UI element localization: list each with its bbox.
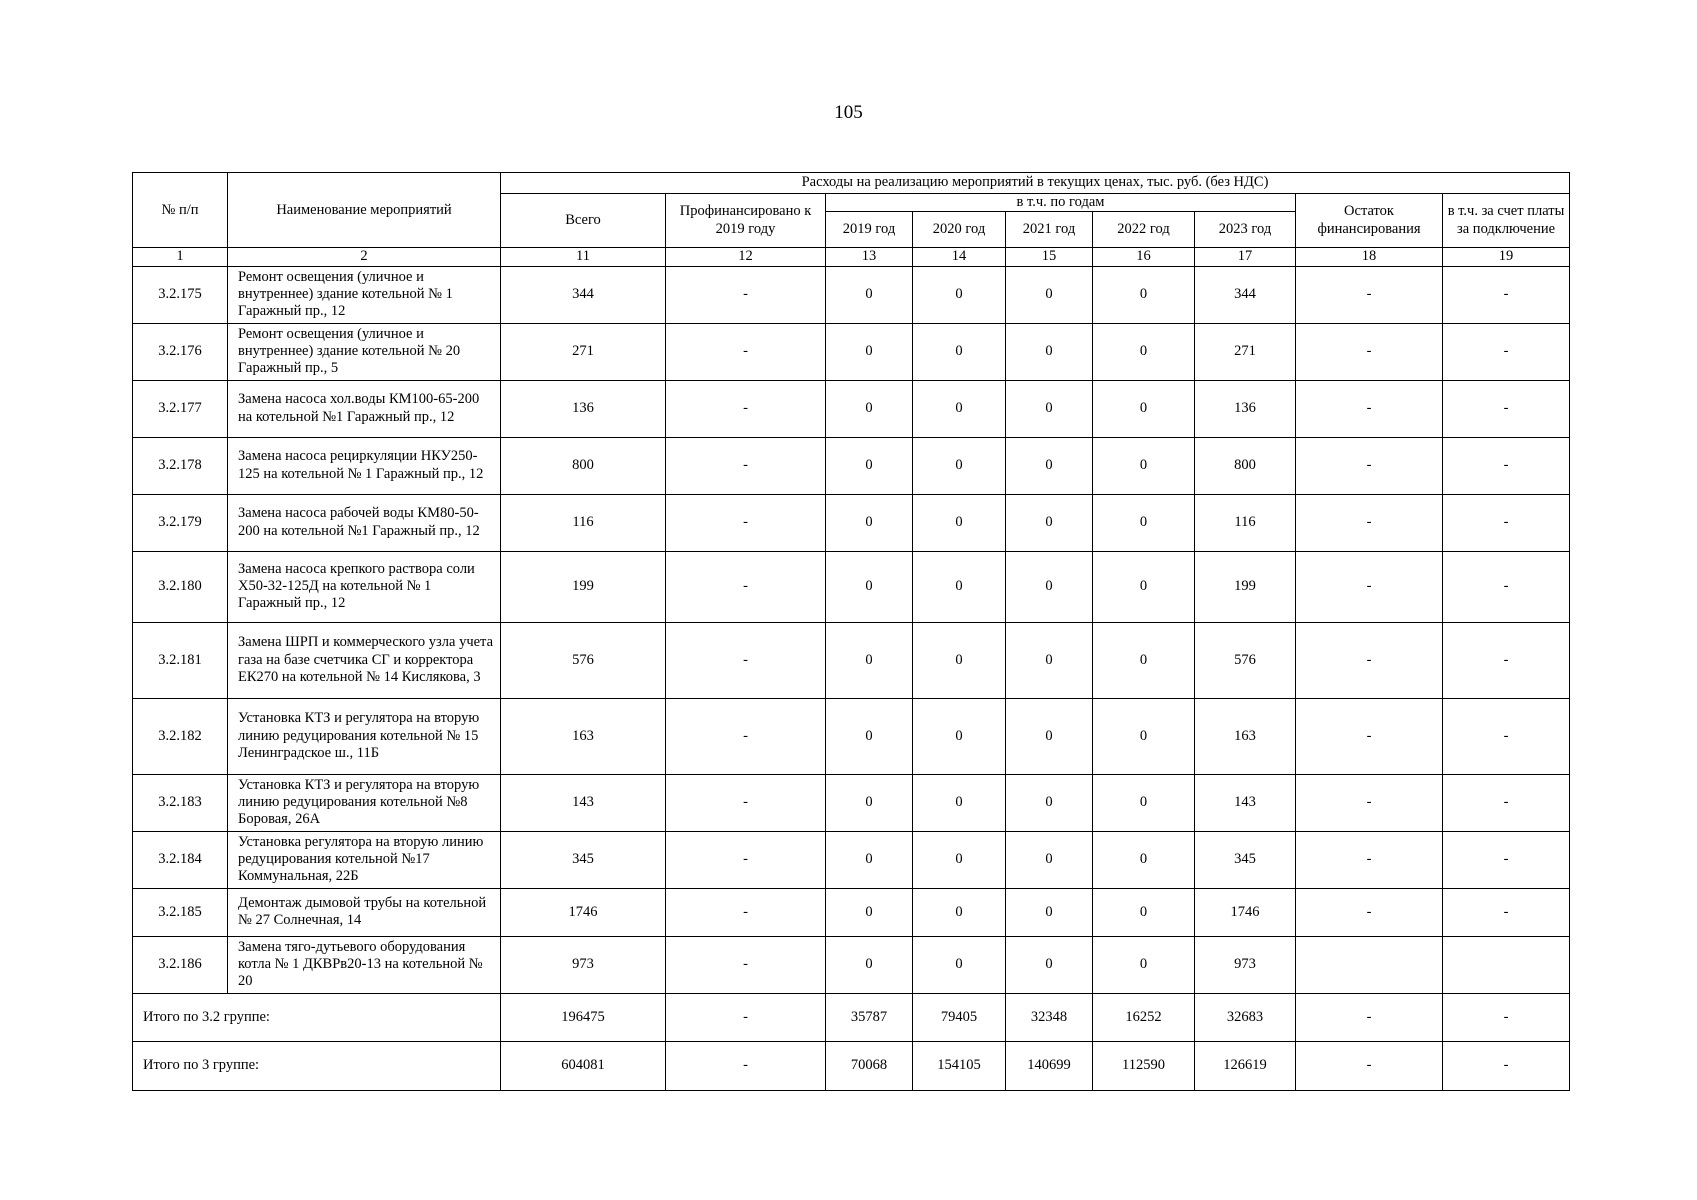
row-value-remaining: -: [1296, 831, 1443, 888]
row-value-total: 163: [501, 698, 666, 774]
row-value-y2019: 0: [826, 831, 913, 888]
row-value-financed: -: [666, 831, 826, 888]
row-value-y2023: 973: [1195, 936, 1296, 993]
totals-value-connection: -: [1443, 993, 1570, 1041]
row-value-y2019: 0: [826, 380, 913, 437]
row-value-total: 136: [501, 380, 666, 437]
totals-row: [133, 993, 1570, 1041]
totals-row: [133, 1041, 1570, 1090]
row-value-connection: -: [1443, 774, 1570, 831]
row-name: Замена насоса рециркуляции НКУ250-125 на котельной № 1 Гаражный пр., 12: [228, 437, 501, 494]
row-value-remaining: -: [1296, 698, 1443, 774]
row-value-connection: -: [1443, 494, 1570, 551]
row-name: Замена насоса хол.воды КМ100-65-200 на котельной №1 Гаражный пр., 12: [228, 380, 501, 437]
row-value-y2019: 0: [826, 494, 913, 551]
row-value-financed: -: [666, 494, 826, 551]
totals-value-y2021: 140699: [1006, 1041, 1093, 1090]
row-name: Демонтаж дымовой трубы на котельной № 27 Солнечная, 14: [228, 888, 501, 936]
header-financed: Профинансировано к 2019 году: [666, 194, 826, 248]
row-value-y2023: 163: [1195, 698, 1296, 774]
row-value-y2020: 0: [913, 888, 1006, 936]
row-value-y2019: 0: [826, 774, 913, 831]
row-value-remaining: -: [1296, 774, 1443, 831]
row-number: 3.2.181: [133, 622, 228, 698]
row-value-y2020: 0: [913, 622, 1006, 698]
totals-value-y2022: 16252: [1093, 993, 1195, 1041]
row-number: 3.2.186: [133, 936, 228, 993]
row-value-remaining: -: [1296, 266, 1443, 323]
row-value-y2023: 199: [1195, 551, 1296, 622]
totals-value-y2020: 79405: [913, 993, 1006, 1041]
row-value-financed: -: [666, 266, 826, 323]
row-value-y2020: 0: [913, 936, 1006, 993]
row-value-y2022: 0: [1093, 323, 1195, 380]
row-value-total: 143: [501, 774, 666, 831]
row-value-y2023: 800: [1195, 437, 1296, 494]
row-value-total: 344: [501, 266, 666, 323]
totals-value-y2021: 32348: [1006, 993, 1093, 1041]
row-number: 3.2.177: [133, 380, 228, 437]
row-value-connection: -: [1443, 622, 1570, 698]
row-value-total: 1746: [501, 888, 666, 936]
row-value-y2021: 0: [1006, 936, 1093, 993]
column-number: 18: [1296, 248, 1443, 266]
row-value-connection: -: [1443, 380, 1570, 437]
row-value-y2022: 0: [1093, 494, 1195, 551]
row-value-total: 271: [501, 323, 666, 380]
header-year: 2022 год: [1093, 212, 1195, 248]
row-value-y2022: 0: [1093, 831, 1195, 888]
row-value-financed: -: [666, 323, 826, 380]
row-value-y2019: 0: [826, 888, 913, 936]
row-value-y2020: 0: [913, 831, 1006, 888]
row-number: 3.2.183: [133, 774, 228, 831]
totals-value-y2023: 126619: [1195, 1041, 1296, 1090]
table-row: [133, 888, 1570, 936]
row-value-y2021: 0: [1006, 323, 1093, 380]
row-name: Ремонт освещения (уличное и внутреннее) здание котельной № 1 Гаражный пр., 12: [228, 266, 501, 323]
row-value-y2022: 0: [1093, 888, 1195, 936]
row-value-connection: -: [1443, 888, 1570, 936]
row-value-y2021: 0: [1006, 380, 1093, 437]
row-value-financed: -: [666, 380, 826, 437]
row-value-connection: -: [1443, 323, 1570, 380]
row-value-y2021: 0: [1006, 437, 1093, 494]
table-row: [133, 437, 1570, 494]
totals-value-connection: -: [1443, 1041, 1570, 1090]
table-row: [133, 831, 1570, 888]
row-name: Замена насоса крепкого раствора соли Х50-32-125Д на котельной № 1 Гаражный пр., 12: [228, 551, 501, 622]
row-value-y2021: 0: [1006, 698, 1093, 774]
table-row: [133, 323, 1570, 380]
column-numbers-row: [133, 248, 1570, 266]
table-row: [133, 494, 1570, 551]
row-value-connection: -: [1443, 437, 1570, 494]
column-number: 12: [666, 248, 826, 266]
row-value-y2022: 0: [1093, 266, 1195, 323]
row-value-y2020: 0: [913, 437, 1006, 494]
row-value-y2019: 0: [826, 551, 913, 622]
row-value-y2021: 0: [1006, 774, 1093, 831]
row-value-y2020: 0: [913, 494, 1006, 551]
row-value-y2022: 0: [1093, 437, 1195, 494]
row-value-financed: -: [666, 888, 826, 936]
column-number: 2: [228, 248, 501, 266]
page-number: 105: [834, 102, 863, 123]
row-value-connection: -: [1443, 266, 1570, 323]
row-value-connection: -: [1443, 698, 1570, 774]
table-header: [133, 173, 1570, 267]
row-value-financed: -: [666, 698, 826, 774]
table-body: [133, 266, 1570, 1090]
column-number: 15: [1006, 248, 1093, 266]
table-row: [133, 266, 1570, 323]
row-value-y2021: 0: [1006, 622, 1093, 698]
header-by-years: в т.ч. по годам: [826, 194, 1296, 212]
row-value-y2020: 0: [913, 698, 1006, 774]
totals-value-y2023: 32683: [1195, 993, 1296, 1041]
header-total: Всего: [501, 194, 666, 248]
row-value-y2020: 0: [913, 380, 1006, 437]
totals-value-y2019: 70068: [826, 1041, 913, 1090]
row-value-financed: -: [666, 774, 826, 831]
row-number: 3.2.185: [133, 888, 228, 936]
header-col-num: № п/п: [133, 173, 228, 248]
row-value-y2023: 116: [1195, 494, 1296, 551]
totals-value-y2020: 154105: [913, 1041, 1006, 1090]
row-number: 3.2.182: [133, 698, 228, 774]
row-name: Замена тяго-дутьевого оборудования котла № 1 ДКВРв20-13 на котельной № 20: [228, 936, 501, 993]
row-value-remaining: -: [1296, 622, 1443, 698]
row-value-financed: -: [666, 437, 826, 494]
row-value-y2023: 344: [1195, 266, 1296, 323]
row-value-total: 199: [501, 551, 666, 622]
column-number: 13: [826, 248, 913, 266]
row-number: 3.2.176: [133, 323, 228, 380]
totals-label: Итого по 3 группе:: [133, 1041, 501, 1090]
row-value-total: 576: [501, 622, 666, 698]
row-value-remaining: -: [1296, 437, 1443, 494]
header-expenses: Расходы на реализацию мероприятий в текущих ценах, тыс. руб. (без НДС): [501, 173, 1570, 194]
row-value-total: 345: [501, 831, 666, 888]
row-value-remaining: -: [1296, 494, 1443, 551]
row-value-y2023: 143: [1195, 774, 1296, 831]
table-row: [133, 774, 1570, 831]
row-value-connection: [1443, 936, 1570, 993]
row-value-financed: -: [666, 936, 826, 993]
row-value-y2023: 345: [1195, 831, 1296, 888]
row-value-y2022: 0: [1093, 551, 1195, 622]
header-year: 2021 год: [1006, 212, 1093, 248]
column-number: 19: [1443, 248, 1570, 266]
table-row: [133, 380, 1570, 437]
row-value-remaining: -: [1296, 323, 1443, 380]
row-value-y2020: 0: [913, 774, 1006, 831]
totals-value-total: 196475: [501, 993, 666, 1041]
row-number: 3.2.178: [133, 437, 228, 494]
row-value-y2022: 0: [1093, 622, 1195, 698]
table-row: [133, 551, 1570, 622]
row-value-y2023: 576: [1195, 622, 1296, 698]
row-value-y2019: 0: [826, 936, 913, 993]
column-number: 1: [133, 248, 228, 266]
header-year: 2023 год: [1195, 212, 1296, 248]
row-name: Ремонт освещения (уличное и внутреннее) здание котельной № 20 Гаражный пр., 5: [228, 323, 501, 380]
totals-value-financed: -: [666, 993, 826, 1041]
header-remaining: Остаток финансирования: [1296, 194, 1443, 248]
row-value-y2023: 136: [1195, 380, 1296, 437]
row-value-connection: -: [1443, 551, 1570, 622]
row-value-y2020: 0: [913, 323, 1006, 380]
row-value-y2019: 0: [826, 266, 913, 323]
row-value-remaining: -: [1296, 380, 1443, 437]
totals-value-total: 604081: [501, 1041, 666, 1090]
row-name: Замена ШРП и коммерческого узла учета газа на базе счетчика СГ и корректора ЕК270 на котельной № 14 Кислякова, 3: [228, 622, 501, 698]
row-value-y2022: 0: [1093, 774, 1195, 831]
row-number: 3.2.179: [133, 494, 228, 551]
row-value-y2022: 0: [1093, 380, 1195, 437]
totals-label: Итого по 3.2 группе:: [133, 993, 501, 1041]
row-value-y2021: 0: [1006, 494, 1093, 551]
row-value-y2019: 0: [826, 323, 913, 380]
header-connection: в т.ч. за счет платы за подключение: [1443, 194, 1570, 248]
totals-value-y2019: 35787: [826, 993, 913, 1041]
expenses-table: [132, 172, 1570, 1091]
row-value-remaining: [1296, 936, 1443, 993]
row-value-financed: -: [666, 622, 826, 698]
row-value-y2022: 0: [1093, 936, 1195, 993]
header-year: 2019 год: [826, 212, 913, 248]
column-number: 11: [501, 248, 666, 266]
row-number: 3.2.175: [133, 266, 228, 323]
column-number: 17: [1195, 248, 1296, 266]
table-row: [133, 698, 1570, 774]
row-value-total: 800: [501, 437, 666, 494]
column-number: 14: [913, 248, 1006, 266]
row-value-y2020: 0: [913, 266, 1006, 323]
column-number: 16: [1093, 248, 1195, 266]
totals-value-remaining: -: [1296, 993, 1443, 1041]
row-name: Замена насоса рабочей воды КМ80-50-200 на котельной №1 Гаражный пр., 12: [228, 494, 501, 551]
row-value-remaining: -: [1296, 888, 1443, 936]
totals-value-remaining: -: [1296, 1041, 1443, 1090]
row-value-y2023: 271: [1195, 323, 1296, 380]
row-value-y2020: 0: [913, 551, 1006, 622]
row-value-remaining: -: [1296, 551, 1443, 622]
row-name: Установка регулятора на вторую линию редуцирования котельной №17 Коммунальная, 22Б: [228, 831, 501, 888]
row-value-y2022: 0: [1093, 698, 1195, 774]
row-value-y2021: 0: [1006, 266, 1093, 323]
totals-value-y2022: 112590: [1093, 1041, 1195, 1090]
row-value-y2021: 0: [1006, 831, 1093, 888]
row-value-financed: -: [666, 551, 826, 622]
header-year: 2020 год: [913, 212, 1006, 248]
row-value-y2019: 0: [826, 437, 913, 494]
row-number: 3.2.180: [133, 551, 228, 622]
table-row: [133, 622, 1570, 698]
row-name: Установка КТЗ и регулятора на вторую линию редуцирования котельной № 15 Ленинградское ш., 11Б: [228, 698, 501, 774]
row-value-total: 116: [501, 494, 666, 551]
row-value-connection: -: [1443, 831, 1570, 888]
totals-value-financed: -: [666, 1041, 826, 1090]
row-value-y2021: 0: [1006, 551, 1093, 622]
row-number: 3.2.184: [133, 831, 228, 888]
row-value-y2019: 0: [826, 698, 913, 774]
table-row: [133, 936, 1570, 993]
row-name: Установка КТЗ и регулятора на вторую линию редуцирования котельной №8 Боровая, 26А: [228, 774, 501, 831]
row-value-total: 973: [501, 936, 666, 993]
row-value-y2023: 1746: [1195, 888, 1296, 936]
header-col-name: Наименование мероприятий: [228, 173, 501, 248]
row-value-y2021: 0: [1006, 888, 1093, 936]
row-value-y2019: 0: [826, 622, 913, 698]
